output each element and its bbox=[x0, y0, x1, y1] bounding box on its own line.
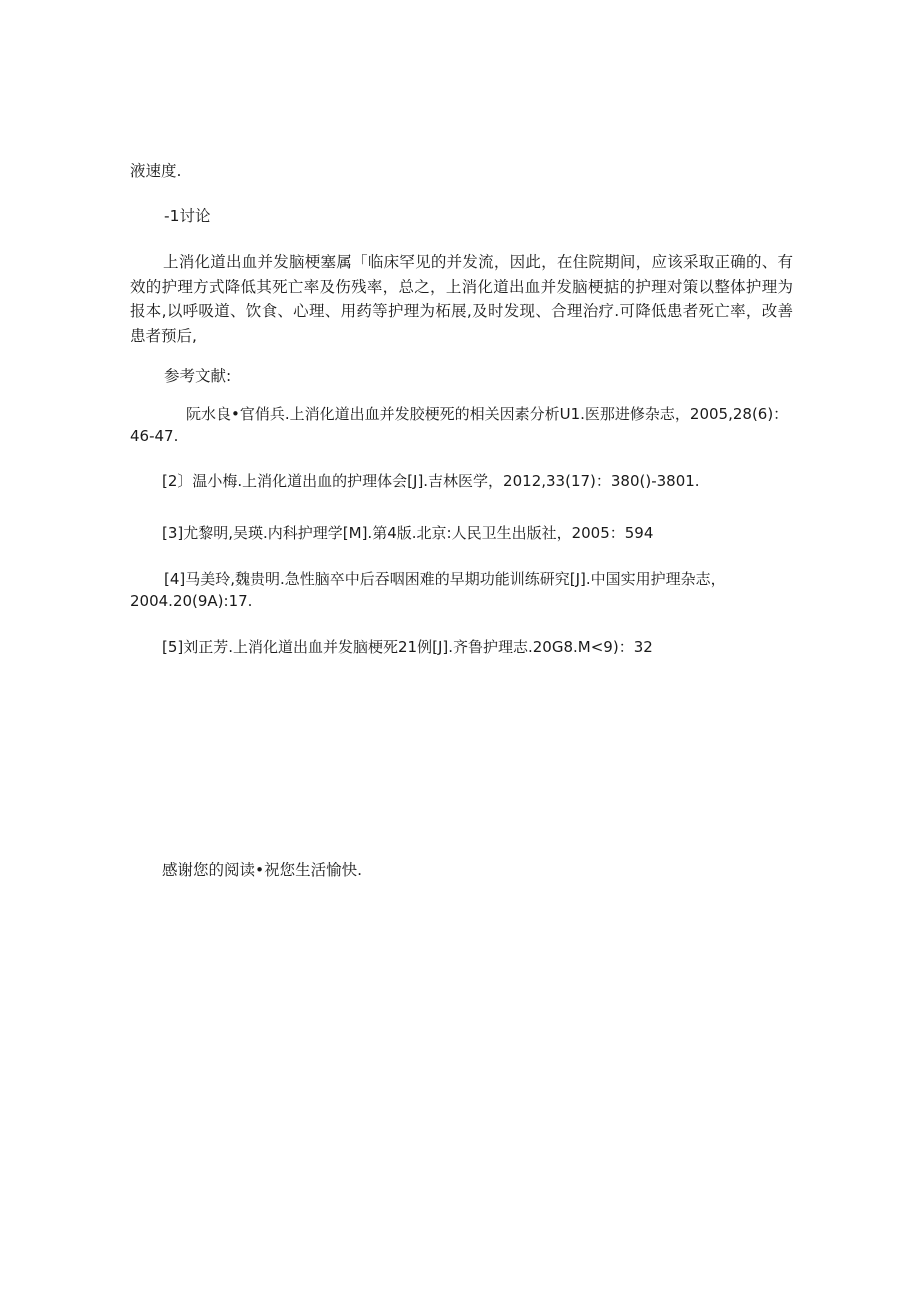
reference-item-3: [3]尤黎明,吴瑛.内科护理学[M].第4版.北京:人民卫生出版社，2005：594 bbox=[162, 524, 654, 542]
references-heading: 参考文献: bbox=[164, 367, 232, 385]
section-heading-discussion: -1讨论 bbox=[164, 207, 211, 225]
reference-item-4: [4]马美玲,魏贵明.急性脑卒中后吞咽困难的早期功能训练研究[J].中国实用护理杂志，2004.20(9A):17. bbox=[130, 570, 726, 610]
closing-message: 感谢您的阅读•祝您生活愉快. bbox=[162, 861, 363, 879]
discussion-paragraph: 上消化道出血并发脑梗塞属「临床罕见的并发流，因此，在住院期间，应该采取正确的、有效的护理方式降低其死亡率及伤残率，总之，上消化道出血并发脑梗掂的护理对策以整体护理为报本,以呼吸道、饮食、心理、用药等护理为柘展,及时发现、合理治疗.可降低患者死亡率，改善患者预后, bbox=[130, 253, 793, 345]
reference-item-1: 阮水良•官俏兵.上消化道出血并发胶梗死的相关因素分析U1.医那进修杂志，2005,28(6)：46-47. bbox=[130, 405, 789, 445]
reference-item-5: [5]刘正芳.上消化道出血并发脑梗死21例[J].齐鲁护理志.20G8.M<9)：32 bbox=[162, 638, 653, 656]
reference-item-2: [2〕温小梅.上消化道出血的护理体会[J].吉林医学，2012,33(17)：380()-3801. bbox=[162, 472, 700, 490]
continued-text-fragment: 液速度. bbox=[130, 162, 182, 180]
